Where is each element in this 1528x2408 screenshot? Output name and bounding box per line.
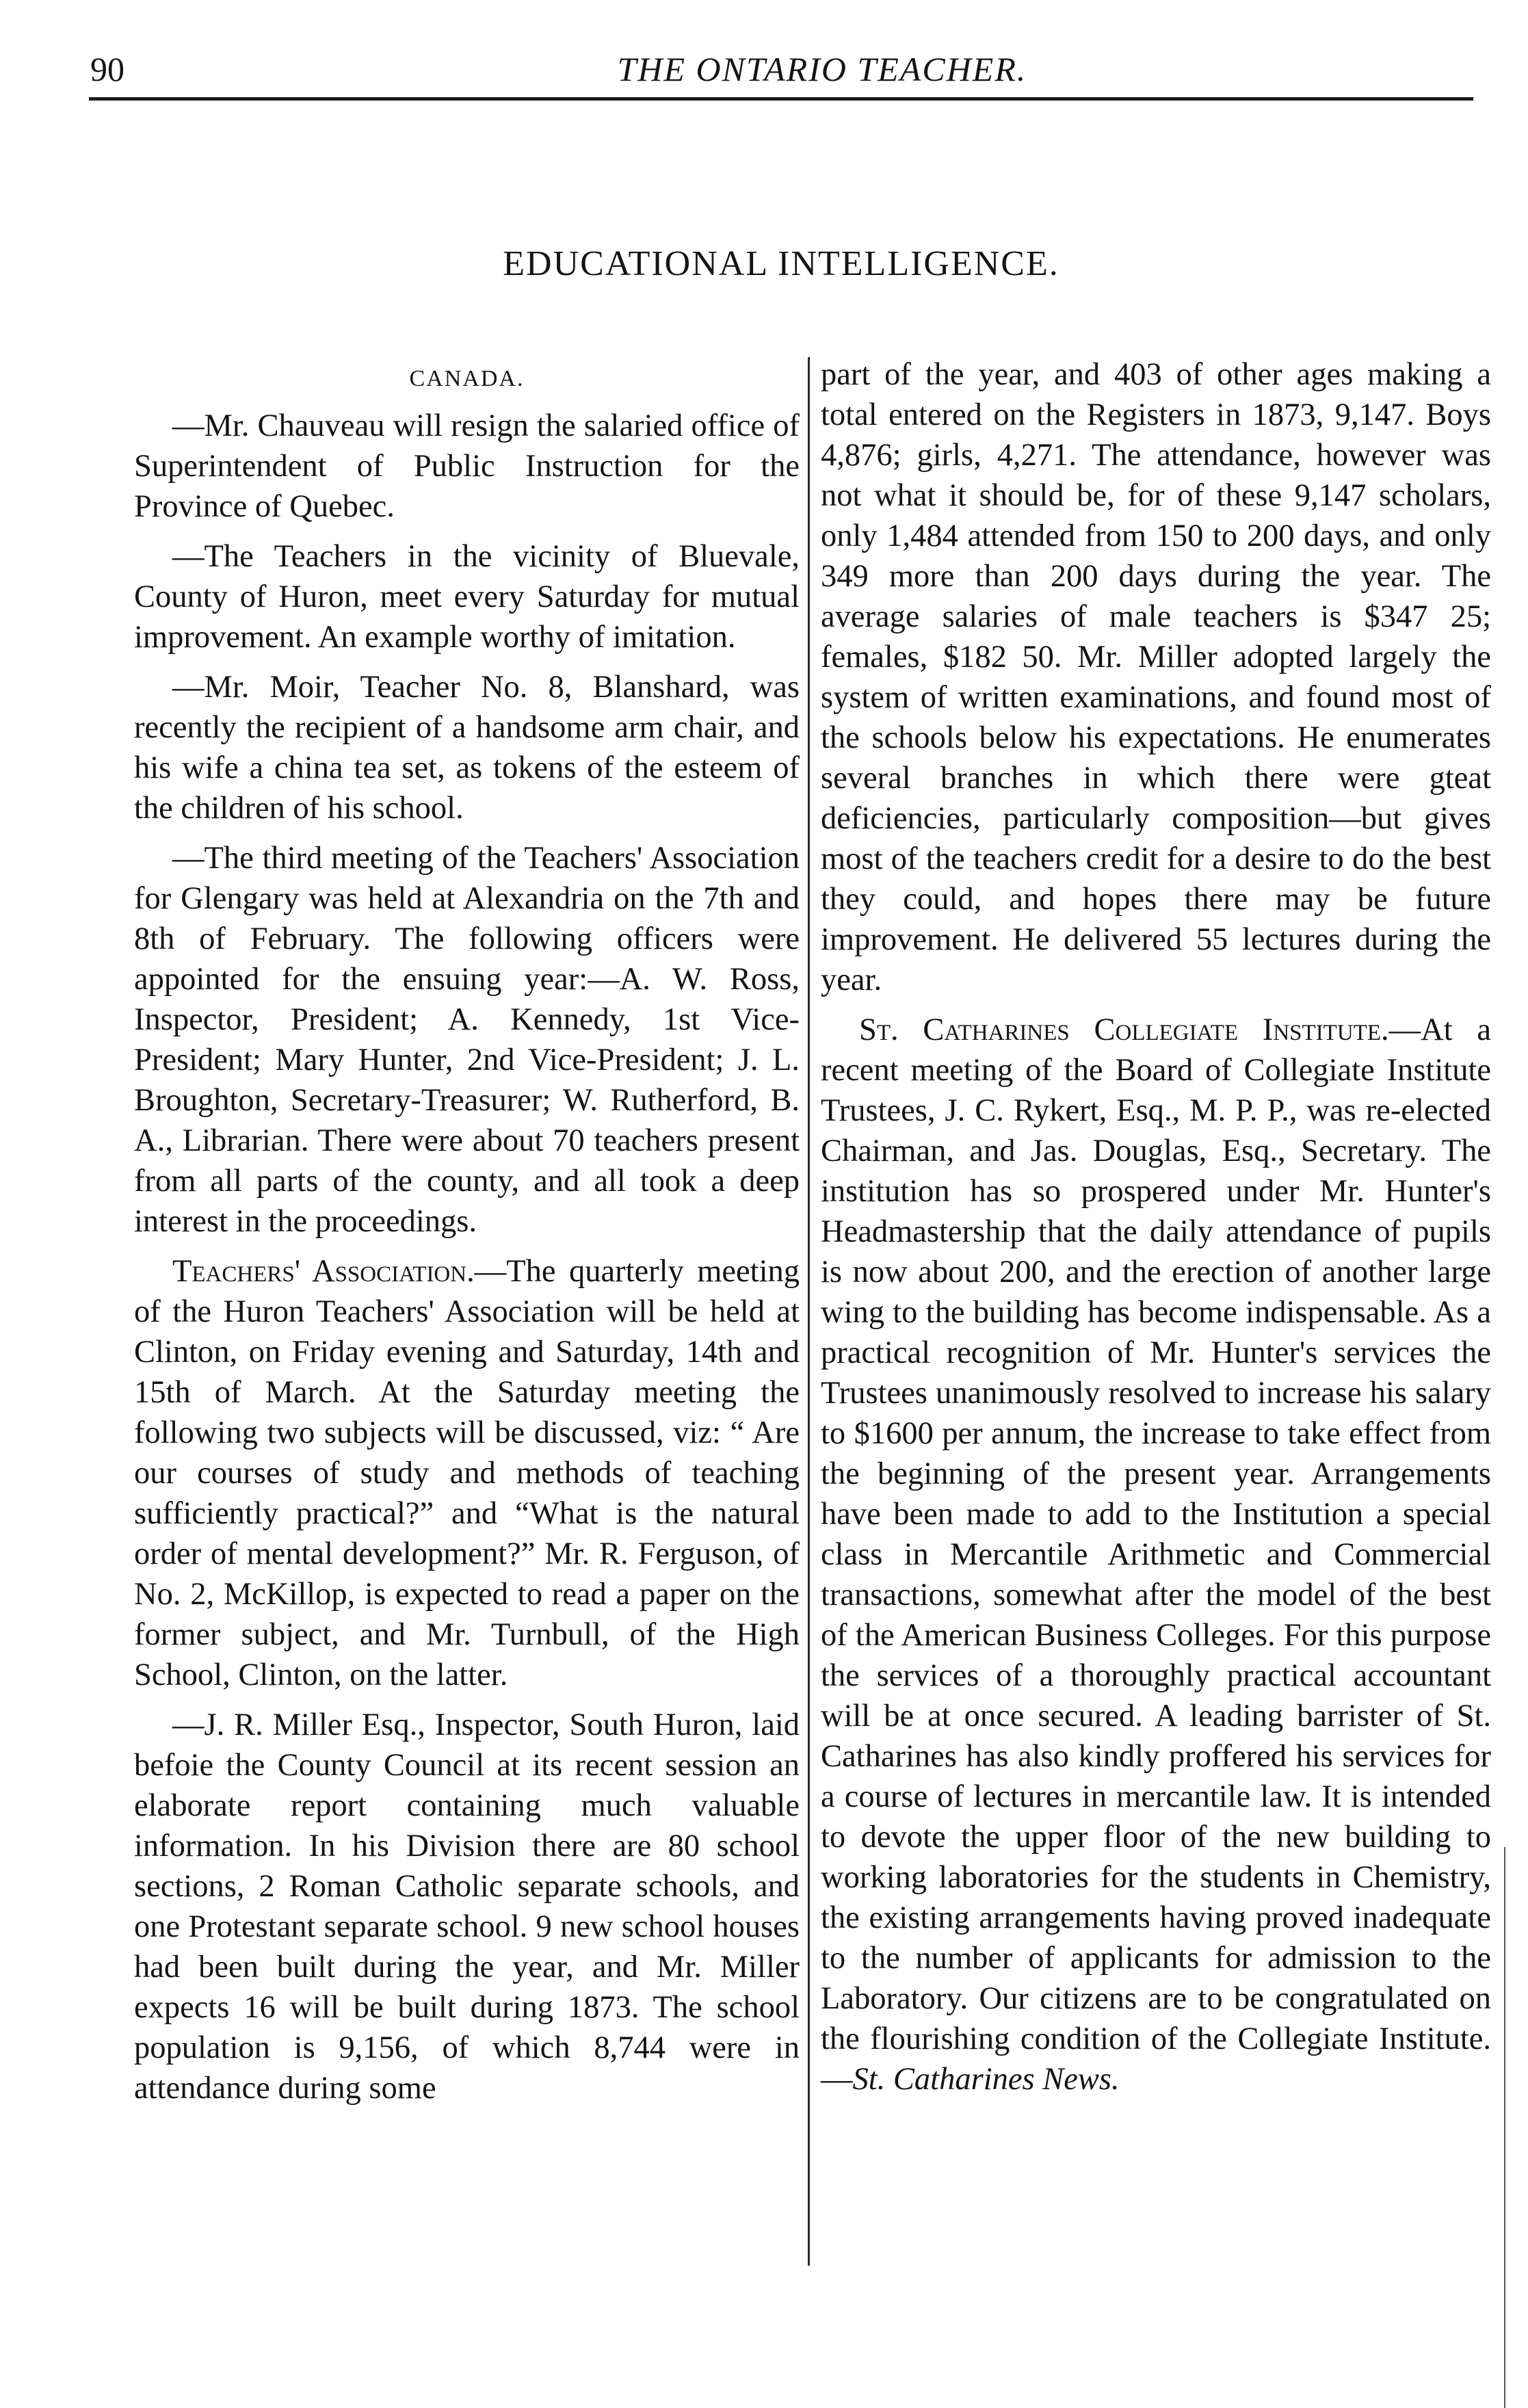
news-item-chauveau: —Mr. Chauveau will resign the salaried office of Superintendent of Public Instruction for the Province of Quebec. xyxy=(134,408,800,524)
left-column xyxy=(134,354,800,2118)
news-item-miller-report-continued: part of the year, and 403 of other ages making a total entered on the Registers in 1873, 9,147. Boys 4,876; girls, 4,271. The attendance, however was not what it should be, for of these 9,147 scholars, only 1,484 attended from 150 to 200 days, and only 349 more than 200 days during the year. The average salaries of male teachers is $347 25; females, $182 50. Mr. Miller adopted largely the system of written examinations, and found most of the schools below his expectations. He enumerates several branches in which there were gteat deficiencies, particularly composition—but gives most of the teachers credit for a desire to do the best they could, and hopes there may be future improvement. He delivered 55 lectures during the year. xyxy=(821,357,1491,997)
news-item-st-catharines xyxy=(821,1010,1491,2099)
news-item-miller-report: —J. R. Miller Esq., Inspector, South Huron, laid befoie the County Council at its recent session an elaborate report containing much valuable information. In his Division there are 80 school sections, 2 Roman Catholic separate schools, and one Protestant separate school. 9 new school houses had been built during the year, and Mr. Miller expects 16 will be built during 1873. The school population is 9,156, of which 8,744 were in attendance during some xyxy=(134,1707,800,2106)
running-head xyxy=(89,36,1473,101)
item-body-st-catharines: —At a recent meeting of the Board of Collegiate Institute Trustees, J. C. Rykert, Esq., M. P. P., was re-elected Chairman, and Jas. Douglas, Esq., Secretary. The institution has so prospered under Mr. Hunter's Headmastership that the daily attendance of pupils is now about 200, and the erection of another large wing to the building has become indispensable. As a practical recognition of Mr. Hunter's services the Trustees unanimously resolved to increase his salary to $1600 per annum, the increase to take effect from the beginning of the present year. Arrangements have been made to add to the Institution a special class in Mercantile Arithmetic and Commercial transactions, somewhat after the model of the best of the American Business Colleges. For this purpose the services of a thoroughly practical accountant will be at once secured. A leading barrister of St. Catharines has also kindly proffered his services for a course of lectures in mercantile law. It is intended to devote the upper floor of the new building to working laboratories for the students in Chemistry, the existing arrangements having proved inadequate to the number of applicants for admission to the Laboratory. Our citizens are to be congratulated on the flourishing condition of the Collegiate Institute.— xyxy=(821,1012,1492,2097)
news-item-moir: —Mr. Moir, Teacher No. 8, Blanshard, was recently the recipient of a handsome arm chair, and his wife a china tea set, as tokens of the esteem of the children of his school. xyxy=(134,670,800,826)
page-number: 90 xyxy=(90,50,124,88)
news-item-glengary: —The third meeting of the Teachers' Association for Glengary was held at Alexandria on the 7th and 8th of February. The following officers were appointed for the ensuing year:—A. W. Ross, Inspector, President; A. Kennedy, 1st Vice-President; Mary Hunter, 2nd Vice-President; J. L. Broughton, Secretary-Treasurer; W. Rutherford, B. A., Librarian. There were about 70 teachers present from all parts of the county, and all took a deep interest in the proceedings. xyxy=(134,841,800,1239)
item-source-st-catharines-news: St. Catharines News. xyxy=(852,2062,1120,2097)
news-item-bluevale: —The Teachers in the vicinity of Bluevale, County of Huron, meet every Saturday for mutual improvement. An example worthy of imitation. xyxy=(134,539,800,655)
item-body-teachers-association: —The quarterly meeting of the Huron Teachers' Association will be held at Clinton, on Friday evening and Saturday, 14th and 15th of March. At the Saturday meeting the following two subjects will be discussed, viz: “ Are our courses of study and methods of teaching sufficiently practical?” and “What is the natural order of mental development?” Mr. R. Ferguson, of No. 2, McKillop, is expected to read a paper on the former subject, and Mr. Turnbull, of the High School, Clinton, on the latter. xyxy=(134,1254,800,1692)
section-heading: EDUCATIONAL INTELLIGENCE. xyxy=(503,244,1059,283)
item-lead-st-catharines: St. Catharines Collegiate Institute. xyxy=(859,1012,1389,1047)
right-column xyxy=(821,354,1491,2109)
news-item-huron-association xyxy=(134,1251,800,1695)
column-divider xyxy=(808,357,810,2266)
subhead-canada: CANADA. xyxy=(409,366,525,391)
margin-rule xyxy=(1504,1847,1505,2408)
item-lead-teachers-association: Teachers' Association. xyxy=(172,1254,475,1289)
journal-title: THE ONTARIO TEACHER. xyxy=(617,50,1027,88)
